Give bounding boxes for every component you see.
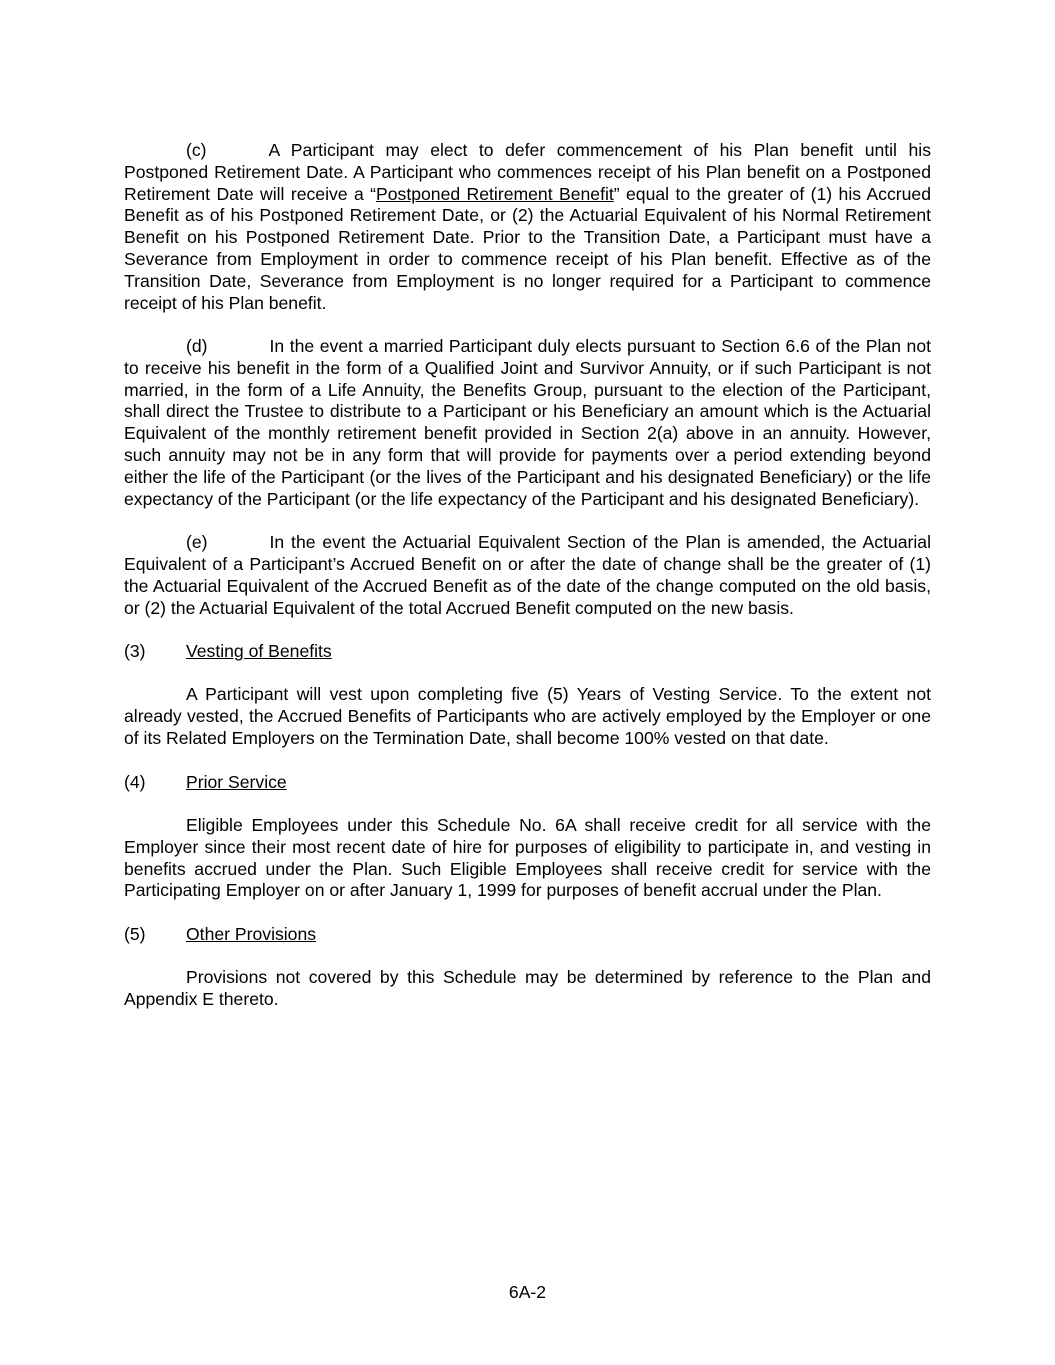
section-3-text: A Participant will vest upon completing five (5) Years of Vesting Service. To the extent not already vested, the Accrued Benefits of Participants who are actively employed by the Employer or one of its Related Employers on the Termination Date, shall become 100% vested on that date.	[124, 684, 931, 749]
section-4-title: Prior Service	[186, 771, 287, 792]
section-5-text: Provisions not covered by this Schedule may be determined by reference to the Plan and Appendix E thereto.	[124, 967, 931, 1010]
paragraph-d	[124, 336, 931, 510]
paragraph-e-label: (e)	[186, 532, 208, 553]
page-number: 6A-2	[508, 1282, 547, 1302]
section-3-title: Vesting of Benefits	[186, 641, 332, 661]
section-3-number: (3)	[124, 641, 146, 661]
paragraph-e	[124, 532, 931, 619]
paragraph-c	[124, 140, 931, 314]
section-4-text: Eligible Employees under this Schedule No. 6A shall receive credit for all service with the Employer since their most recent date of hire for purposes of eligibility to participate in, and vesting in benefits accrued under the Plan. Such Eligible Employees shall receive credit for service with the Participating Employer on or after January 1, 1999 for purposes of benefit accrual under the Plan.	[124, 815, 931, 901]
section-3-heading	[124, 641, 931, 663]
paragraph-e-text: In the event the Actuarial Equivalent Section of the Plan is amended, the Actuarial Equivalent of a Participant’s Accrued Benefit on or after the date of change shall be the greater of (1) the Actuarial Equivalent of the Accrued Benefit as of the date of the change computed on the old basis, or (2) the Actuarial Equivalent of the total Accrued Benefit computed on the new basis.	[124, 532, 931, 618]
section-4-heading	[124, 772, 931, 794]
paragraph-c-label: (c)	[186, 140, 207, 160]
paragraph-c-text-end: ” equal to the greater of (1) his Accrued Benefit as of his Postponed Retirement Date, or (2) the Actuarial Equivalent of his Normal Retirement Benefit on his Postponed Retirement Date. Prior to the Transition Date, a Participant must have a Severance from Employment in order to commence receipt of his Plan benefit. Effective as of the Transition Date, Severance from Employment is no longer required for a Participant to commence receipt of his Plan benefit.	[124, 183, 931, 313]
defined-term-postponed-retirement-benefit: Postponed Retirement Benefit	[376, 183, 614, 204]
document-body	[124, 140, 931, 1011]
section-5-number: (5)	[124, 923, 146, 944]
section-5-heading	[124, 924, 931, 946]
section-4-number: (4)	[124, 771, 146, 792]
paragraph-c-text-start: A Participant may elect to defer commencement of his Plan benefit until his Postponed Retirement Date. A Participant who commences receipt of his Plan benefit on a Postponed Retirement Date will receive a “	[124, 140, 931, 204]
paragraph-d-label: (d)	[186, 336, 208, 357]
paragraph-d-text: In the event a married Participant duly elects pursuant to Section 6.6 of the Plan not to receive his benefit in the form of a Qualified Joint and Survivor Annuity, or if such Participant is not married, in the form of a Life Annuity, the Benefits Group, pursuant to the election of the Participant, shall direct the Trustee to distribute to a Participant or his Beneficiary an amount which is the Actuarial Equivalent of the monthly retirement benefit provided in Section 2(a) above in an annuity. However, such annuity may not be in any form that will provide for payments over a period extending beyond either the life of the Participant (or the lives of the Participant and his designated Beneficiary) or the life expectancy of the Participant (or the life expectancy of the Participant and his designated Beneficiary).	[124, 336, 931, 509]
section-5-title: Other Provisions	[186, 923, 317, 944]
